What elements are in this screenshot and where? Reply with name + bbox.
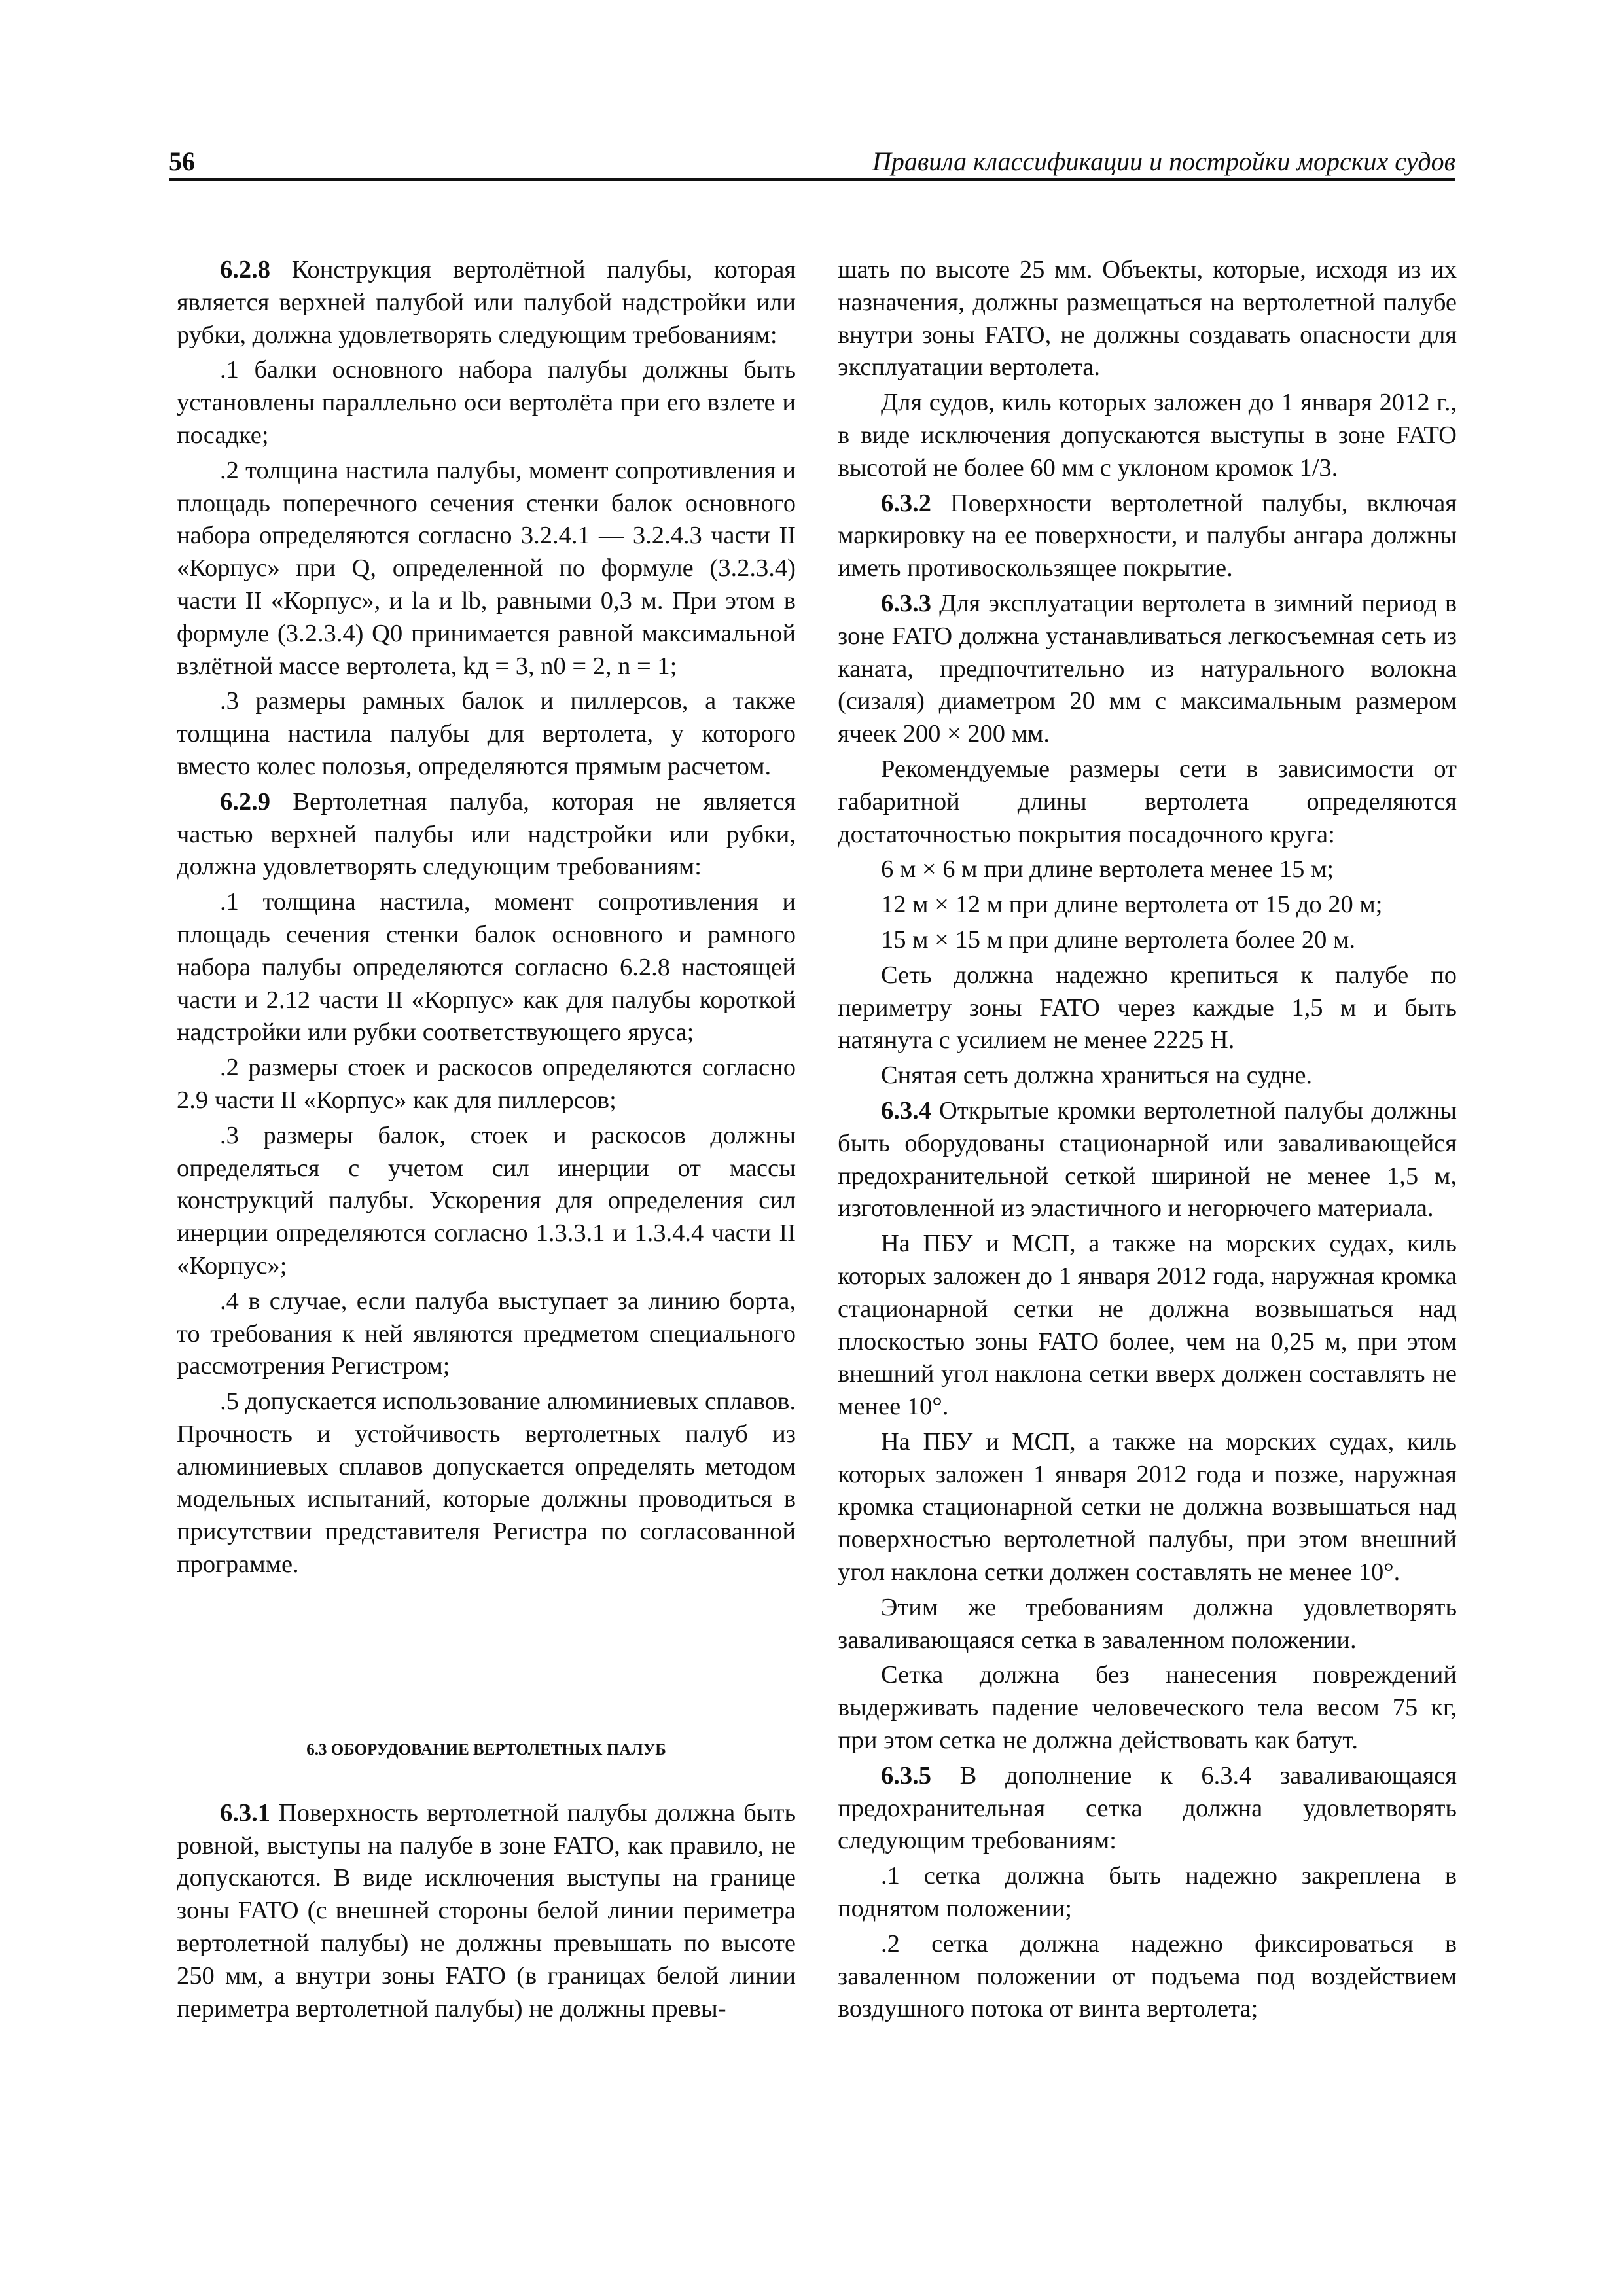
paragraph: На ПБУ и МСП, а также на морских судах, киль которых заложен 1 января 2012 года и позже, наружная кромка стационарной сетки не должна возвышаться над поверхностью вертолетной палубы, при этом внешний угол наклона сетки должен составлять не менее 10°. (838, 1427, 1457, 1587)
paragraph-text: Поверхности вертолетной палубы, включая маркировку на ее поверхности, и палубы ангара должны иметь противоскользящее покрытие. (838, 489, 1457, 583)
clause-number: 6.2.8 (220, 256, 270, 283)
list-item-2: .2 сетка должна надежно фиксироваться в заваленном положении от подъема под воздействием воздушного потока от винта вертолета; (838, 1929, 1457, 2023)
list-item-3: .3 размеры балок, стоек и раскосов должны определяться с учетом сил инерции от массы конструкций палубы. Ускорения для определения сил инерции определяются согласно 1.3.3.1 и 1.3.4.4 части II «Корпус»; (177, 1121, 796, 1280)
paragraph-text: В дополнение к 6.3.4 заваливающаяся предохранительная сетка должна удовлетворять следующим требованиям: (838, 1761, 1457, 1855)
list-item-5: .5 допускается использование алюминиевых сплавов. Прочность и устойчивость вертолетных палуб из алюминиевых сплавов допускается определять методом модельных испытаний, которые должны проводиться в присутствии представителя Регистра по согласованной программе. (177, 1388, 796, 1579)
paragraph: Сетка должна без нанесения повреждений выдерживать падение человеческого тела весом 75 кг, при этом сетка не должна действовать как батут. (838, 1661, 1457, 1755)
list-item-1: .1 толщина настила, момент сопротивления и площадь сечения стенки балок основного и рамного набора палубы определяются согласно 6.2.8 настоящей части и 2.12 части II «Корпус» как для палубы короткой надстройки или рубки соответствующего яруса; (177, 888, 796, 1047)
section-heading: 6.3 ОБОРУДОВАНИЕ ВЕРТОЛЕТНЫХ ПАЛУБ (306, 1740, 666, 1759)
paragraph: Снятая сеть должна храниться на судне. (881, 1062, 1313, 1090)
paragraph-text: Конструкция вертолётной палубы, которая является верхней палубой или палубой надстройки или рубки, должна удовлетворять следующим требованиям: (177, 256, 796, 349)
clause-number: 6.2.9 (220, 787, 270, 816)
paragraph-6-3-2 (838, 488, 1457, 585)
paragraph-6-3-5 (838, 1760, 1457, 1857)
paragraph-6-3-3 (838, 588, 1457, 751)
running-title: Правила классификации и постройки морских судов (872, 147, 1455, 176)
paragraph: Этим же требованиям должна удовлетворять заваливающаяся сетка в заваленном положении. (838, 1593, 1457, 1654)
net-size-item: 6 м × 6 м при длине вертолета менее 15 м; (881, 855, 1334, 884)
right-column (838, 254, 1457, 2026)
list-item-2: .2 размеры стоек и раскосов определяются согласно 2.9 части II «Корпус» как для пиллерсов; (177, 1054, 796, 1114)
clause-number: 6.3.2 (881, 489, 931, 517)
paragraph: Рекомендуемые размеры сети в зависимости от габаритной длины вертолета определяются достаточностью покрытия посадочного круга: (838, 755, 1457, 848)
list-item-2: .2 толщина настила палубы, момент сопротивления и площадь поперечного сечения стенки балок основного набора определяются согласно 3.2.4.1 — 3.2.4.3 части II «Корпус» при Q, определенной по формуле (3.2.3.4) части II «Корпус», и la и lb, равными 0,3 м. При этом в формуле (3.2.3.4) Q0 принимается равной максимальной взлётной массе вертолета, kд = 3, n0 = 2, n = 1; (177, 456, 796, 680)
paragraph-6-2-9 (177, 786, 796, 884)
left-column (177, 254, 796, 2025)
paragraph: Для судов, киль которых заложен до 1 января 2012 г., в виде исключения допускаются выступы в зоне FATO высотой не более 60 мм с уклоном кромок 1/3. (838, 389, 1457, 482)
clause-number: 6.3.5 (881, 1761, 931, 1789)
paragraph-continuation: шать по высоте 25 мм. Объекты, которые, исходя из их назначения, должны размещаться на вертолетной палубе внутри зоны FATO, не должны создавать опасности для эксплуатации вертолета. (838, 256, 1457, 382)
paragraph-text: Поверхность вертолетной палубы должна быть ровной, выступы на палубе в зоне FATO, как правило, не допускаются. В виде исключения выступы на границе зоны FATO (с внешней стороны белой линии периметра вертолетной палубы) не должны превышать по высоте 250 мм, а внутри зоны FATO (в границах белой линии периметра вертолетной палубы) не должны превы- (177, 1799, 796, 2022)
list-item-1: .1 сетка должна быть надежно закреплена в поднятом положении; (838, 1862, 1457, 1923)
list-item-3: .3 размеры рамных балок и пиллерсов, а также толщина настила палубы для вертолета, у которого вместо колес полозья, определяются прямым расчетом. (177, 687, 796, 780)
net-size-item: 15 м × 15 м при длине вертолета более 20 м. (881, 925, 1355, 954)
paragraph-6-2-8 (177, 254, 796, 351)
paragraph-text: Вертолетная палуба, которая не является частью верхней палубы или надстройки или рубки, должна удовлетворять следующим требованиям: (177, 787, 796, 881)
clause-number: 6.3.4 (881, 1096, 931, 1124)
net-size-item: 12 м × 12 м при длине вертолета от 15 до 20 м; (881, 891, 1383, 919)
page-number: 56 (169, 147, 195, 176)
paragraph: На ПБУ и МСП, а также на морских судах, киль которых заложен до 1 января 2012 года, наружная кромка стационарной сетки не должна возвышаться над плоскостью зоны FATO более, чем на 0,25 м, при этом внешний угол наклона сетки вверх должен составлять не менее 10°. (838, 1230, 1457, 1421)
paragraph-text: Открытые кромки вертолетной палубы должны быть оборудованы стационарной или заваливающейся предохранительной сеткой шириной не менее 1,5 м, изготовленной из эластичного и негорючего материала. (838, 1096, 1457, 1223)
paragraph-6-3-1 (177, 1797, 796, 2026)
paragraph-text: Для эксплуатации вертолета в зимний период в зоне FATO должна устанавливаться легкосъемная сеть из каната, предпочтительно из натурального волокна (сизаля) диаметром 20 мм с максимальным размером ячеек 200 × 200 мм. (838, 589, 1457, 748)
page-header (169, 145, 1455, 181)
clause-number: 6.3.3 (881, 589, 931, 617)
paragraph: Сеть должна надежно крепиться к палубе по периметру зоны FATO через каждые 1,5 м и быть натянута с усилием не менее 2225 Н. (838, 961, 1457, 1054)
list-item-4: .4 в случае, если палуба выступает за линию борта, то требования к ней являются предметом специального рассмотрения Регистром; (177, 1287, 796, 1380)
paragraph-6-3-4 (838, 1095, 1457, 1225)
list-item-1: .1 балки основного набора палубы должны быть установлены параллельно оси вертолёта при его взлете и посадке; (177, 356, 796, 449)
clause-number: 6.3.1 (220, 1799, 270, 1827)
